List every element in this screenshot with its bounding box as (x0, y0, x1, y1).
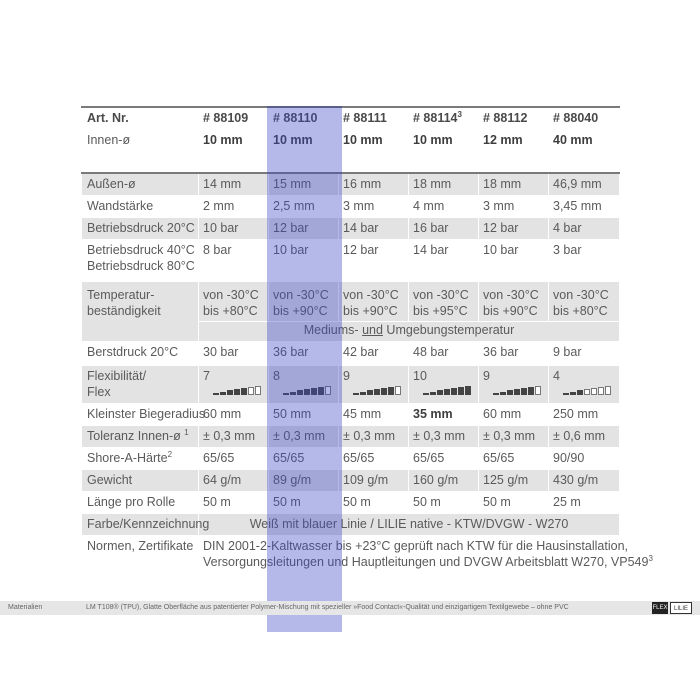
flex-step (591, 388, 597, 395)
table-row (82, 403, 620, 425)
row-label: Außen-ø (82, 173, 199, 195)
table-row (82, 281, 620, 321)
row-label: Temperatur- beständigkeit (82, 281, 199, 341)
cell: von -30°C bis +80°C (199, 281, 269, 321)
row-label: Berstdruck 20°C (82, 341, 199, 365)
table-row (82, 535, 620, 575)
temperature-note: Mediums- und Umgebungstemperatur (199, 321, 620, 341)
flex-step (381, 388, 387, 395)
header-label: Art. Nr. (82, 107, 199, 129)
flex-row (82, 365, 620, 403)
flex-bars (273, 386, 331, 395)
flex-step (563, 393, 569, 395)
flex-step (465, 386, 471, 395)
header-col: # 88114$^3$ (409, 107, 479, 129)
cell: 12 mm (479, 129, 549, 173)
cell: 125 g/m (479, 469, 549, 491)
flex-step (241, 388, 247, 395)
flex-bars (343, 386, 401, 395)
flex-step (500, 392, 506, 395)
cell: 10 bar (269, 239, 339, 281)
cell: 30 bar (199, 341, 269, 365)
cell: 3 bar (549, 239, 620, 281)
cell: 16 bar (409, 217, 479, 239)
flex-value: 9 (483, 368, 490, 383)
flex-bars (483, 386, 541, 395)
cell: 45 mm (339, 403, 409, 425)
table-row (82, 217, 620, 239)
table-row (82, 129, 620, 173)
cell: 8 bar (199, 239, 269, 281)
cell: 9 bar (549, 341, 620, 365)
cell: 50 mm (269, 403, 339, 425)
cell: 65/65 (339, 447, 409, 469)
row-label: Flexibilität/ Flex (82, 365, 199, 403)
flex-step (514, 389, 520, 395)
flex-step (437, 390, 443, 394)
flex-step (493, 393, 499, 395)
cell: 10 bar (199, 217, 269, 239)
flex-bars (203, 386, 261, 395)
footer-label: Materialien (8, 604, 43, 611)
cell: ± 0,3 mm (199, 425, 269, 447)
cell: 90/90 (549, 447, 620, 469)
flex-step (297, 390, 303, 394)
cell: 12 bar (339, 239, 409, 281)
cell: 35 mm (409, 403, 479, 425)
table-row (82, 173, 620, 195)
cell: 36 bar (269, 341, 339, 365)
flex-step (605, 386, 611, 395)
cell: 50 m (409, 491, 479, 513)
cell: 14 mm (199, 173, 269, 195)
cell: 4 mm (409, 195, 479, 217)
cell: 40 mm (549, 129, 620, 173)
flex-step (584, 389, 590, 395)
cell: 48 bar (409, 341, 479, 365)
cell: 18 mm (409, 173, 479, 195)
cell: 25 m (549, 491, 620, 513)
flex-value: 8 (273, 368, 280, 383)
cell: von -30°C bis +90°C (479, 281, 549, 321)
flex-step (535, 386, 541, 395)
color-marking: Weiß mit blauer Linie / LILIE native - KTW/DVGW - W270 (199, 513, 620, 535)
flex-step (227, 390, 233, 394)
certificates: DIN 2001-2-Kaltwasser bis +23°C geprüft nach KTW für die Hausinstallation, Versorgungsleitungen und Hauptleitungen und DVGW Arbeitsblatt W270, $VP549^3$ (199, 535, 620, 575)
cell: 15 mm (269, 173, 339, 195)
header-col: # 88109 (199, 107, 269, 129)
cell: 3 mm (339, 195, 409, 217)
cell: 50 m (199, 491, 269, 513)
row-label: Länge pro Rolle (82, 491, 199, 513)
cell: von -30°C bis +90°C (269, 281, 339, 321)
table-row (82, 469, 620, 491)
flex-step (458, 387, 464, 395)
cell: 12 bar (269, 217, 339, 239)
cell: ± 0,3 mm (409, 425, 479, 447)
cell: 65/65 (199, 447, 269, 469)
row-label: Toleranz Innen-ø $^1$ (82, 425, 199, 447)
cell: 50 m (269, 491, 339, 513)
flex-step (507, 390, 513, 394)
highlight-top-line (267, 106, 342, 108)
cell: 65/65 (479, 447, 549, 469)
cell: von -30°C bis +80°C (549, 281, 620, 321)
cell: ± 0,6 mm (549, 425, 620, 447)
cell: 2,5 mm (269, 195, 339, 217)
flex-step (430, 392, 436, 395)
flex-step (423, 393, 429, 395)
flex-step (367, 390, 373, 394)
cell: ± 0,3 mm (269, 425, 339, 447)
table-row (82, 447, 620, 469)
flex-step (283, 393, 289, 395)
flex-step (234, 389, 240, 395)
header-col: # 88110 (269, 107, 339, 129)
row-label: Shore-A-Härte$^2$ (82, 447, 199, 469)
cell: 109 g/m (339, 469, 409, 491)
flex-step (395, 386, 401, 395)
flex-step (318, 387, 324, 395)
flex-step (304, 389, 310, 395)
cell: 10 mm (339, 129, 409, 173)
cell: 46,9 mm (549, 173, 620, 195)
cell: 2 mm (199, 195, 269, 217)
flex-step (374, 389, 380, 395)
flex-step (213, 393, 219, 395)
cell: 50 m (339, 491, 409, 513)
cell: 10 mm (409, 129, 479, 173)
cell: 12 bar (479, 217, 549, 239)
row-label: Betriebsdruck 40°C Betriebsdruck 80°C (82, 239, 199, 281)
flex-step (248, 387, 254, 395)
header-col: # 88112 (479, 107, 549, 129)
cell: 3 mm (479, 195, 549, 217)
product-spec-table (81, 106, 653, 576)
logo-mark-a: FLEX (652, 602, 668, 614)
flex-step (220, 392, 226, 395)
cell: 4 bar (549, 217, 620, 239)
logo-mark-b: LILIE (670, 602, 692, 614)
flex-step (360, 392, 366, 395)
flex-cell (479, 365, 549, 403)
flex-step (528, 387, 534, 395)
cell: 64 g/m (199, 469, 269, 491)
cell: ± 0,3 mm (479, 425, 549, 447)
brand-logo (652, 602, 692, 614)
flex-step (598, 387, 604, 395)
row-label: Normen, Zertifikate (82, 535, 199, 575)
flex-cell (409, 365, 479, 403)
flex-step (388, 387, 394, 395)
table-row (82, 513, 620, 535)
header-row (82, 107, 620, 129)
table-row (82, 425, 620, 447)
cell: 14 bar (339, 217, 409, 239)
cell: 160 g/m (409, 469, 479, 491)
row-label: Kleinster Biegeradius (82, 403, 199, 425)
row-label: Innen-ø (82, 129, 199, 173)
flex-cell (549, 365, 620, 403)
footer-text: LM T108® (TPU), Glatte Oberfläche aus patentierter Polymer-Mischung mit spezieller »Food Contact«-Qualität und einzigartigem Textilgewebe – ohne PVC (86, 604, 569, 611)
flex-bars (553, 386, 611, 395)
cell: 10 bar (479, 239, 549, 281)
cell: 60 mm (199, 403, 269, 425)
table-row (82, 341, 620, 365)
table-row (82, 195, 620, 217)
row-label: Farbe/Kennzeichnung (82, 513, 199, 535)
flex-value: 4 (553, 368, 560, 383)
flex-value: 10 (413, 368, 427, 383)
cell: 430 g/m (549, 469, 620, 491)
row-label: Betriebsdruck 20°C (82, 217, 199, 239)
flex-cell (339, 365, 409, 403)
cell: 14 bar (409, 239, 479, 281)
table-row (82, 491, 620, 513)
flex-cell (199, 365, 269, 403)
flex-step (290, 392, 296, 395)
table-row (82, 239, 620, 281)
cell: 65/65 (409, 447, 479, 469)
cell: 18 mm (479, 173, 549, 195)
flex-step (444, 389, 450, 395)
cell: von -30°C bis +95°C (409, 281, 479, 321)
cell: 36 bar (479, 341, 549, 365)
cell: 16 mm (339, 173, 409, 195)
flex-step (521, 388, 527, 395)
flex-step (570, 392, 576, 395)
cell: 60 mm (479, 403, 549, 425)
header-col: # 88111 (339, 107, 409, 129)
cell: 250 mm (549, 403, 620, 425)
cell: 42 bar (339, 341, 409, 365)
cell: 65/65 (269, 447, 339, 469)
flex-value: 7 (203, 368, 210, 383)
materials-footer (0, 601, 700, 615)
flex-step (255, 386, 261, 395)
flex-value: 9 (343, 368, 350, 383)
header-col: # 88040 (549, 107, 620, 129)
cell: 10 mm (269, 129, 339, 173)
flex-step (577, 390, 583, 394)
flex-bars (413, 386, 471, 395)
flex-step (311, 388, 317, 395)
cell: 50 m (479, 491, 549, 513)
cell: von -30°C bis +90°C (339, 281, 409, 321)
cell: ± 0,3 mm (339, 425, 409, 447)
flex-cell (269, 365, 339, 403)
row-label: Wandstärke (82, 195, 199, 217)
flex-step (451, 388, 457, 395)
row-label: Gewicht (82, 469, 199, 491)
cell: 89 g/m (269, 469, 339, 491)
flex-step (353, 393, 359, 395)
cell: 3,45 mm (549, 195, 620, 217)
flex-step (325, 386, 331, 395)
cell: 10 mm (199, 129, 269, 173)
